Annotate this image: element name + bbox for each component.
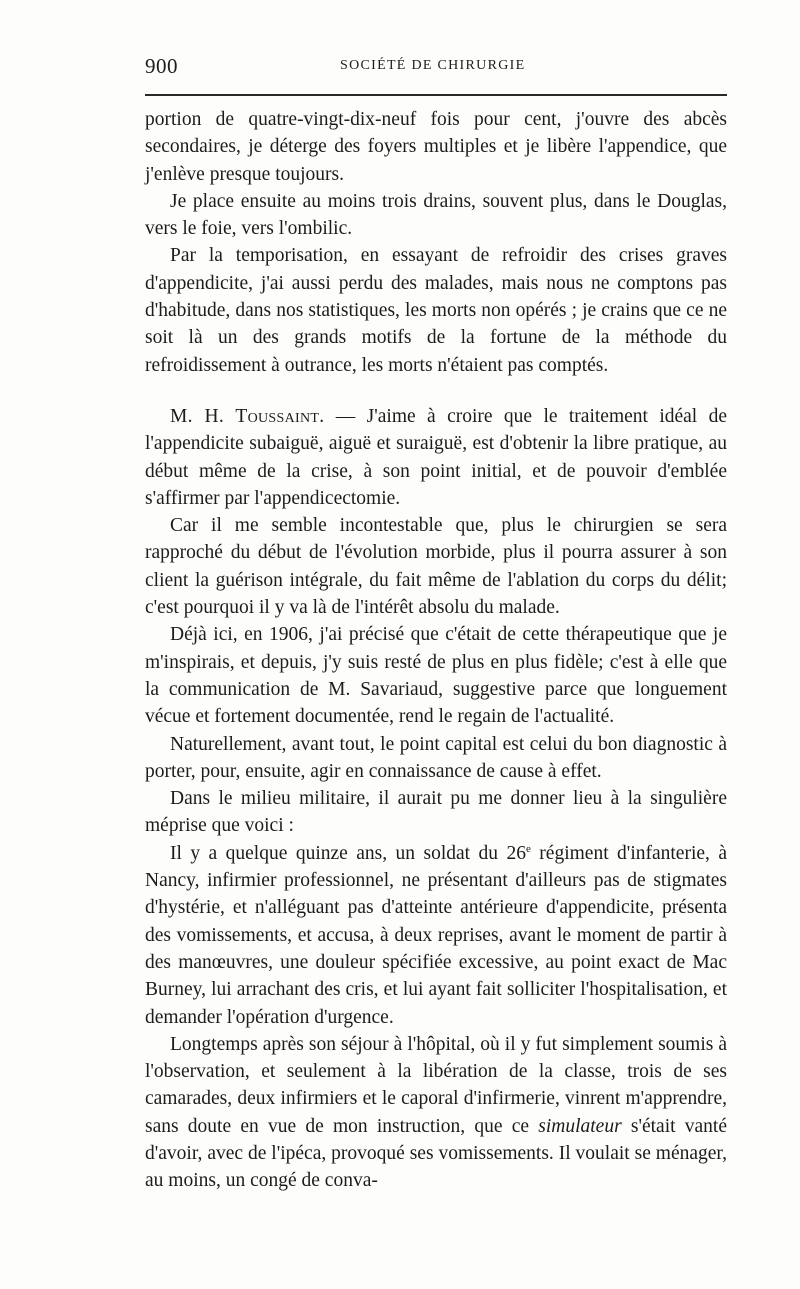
header-rule: [145, 94, 727, 96]
paragraph-text: Longtemps après son séjour à l'hôpital, où il y fut simplement soumis à l'observation, et seulement à la libération de la classe, trois de ses camarades, deux infirmiers et le caporal d'infirmerie, vinrent m'apprendre, sans doute en vue de mon instruction, que ce: [145, 1033, 727, 1137]
paragraph-text: régiment d'infanterie, à Nancy, infirmier professionnel, ne présentant d'ailleurs pas de stigmates d'hystérie, et n'alléguant pas d'atteinte antérieure d'appendicite, présenta des vomissements, et accusa, à deux reprises, avant le moment de partir à des manœuvres, une douleur spécifiée excessive, au point exact de Mac Burney, lui arrachant des cris, et lui ayant fait solliciter l'hospitalisation, et demander l'opération d'urgence.: [145, 842, 727, 1028]
ordinal-superscript: e: [525, 842, 531, 855]
speaker-separator: —: [324, 405, 367, 427]
body-text: [145, 106, 727, 1195]
paragraph: Par la temporisation, en essayant de refroidir des crises graves d'appendicite, j'ai aussi perdu des malades, mais nous ne comptons pas d'habitude, dans nos statistiques, les morts non opérés ; je crains que ce ne soit là un des grands motifs de la fortune de la méthode du refroidissement à outrance, les morts n'étaient pas comptés.: [145, 245, 727, 376]
paragraph-continuation: portion de quatre-vingt-dix-neuf fois pour cent, j'ouvre des abcès secondaires, je déterge des foyers multiples et je libère l'appendice, que j'enlève presque toujours.: [145, 109, 727, 185]
paragraph-anecdote: [145, 840, 727, 1031]
regiment-number: 26: [506, 842, 526, 864]
journal-title: SOCIÉTÉ DE CHIRURGIE: [340, 58, 526, 73]
paragraph-text: Il y a quelque quinze ans, un soldat du: [170, 842, 507, 864]
paragraph-text: s'était vanté d'avoir, avec de l'ipéca, provoqué ses vomissements. Il voulait se ménager, au moins, un congé de conva-: [145, 1115, 727, 1192]
page-number: 900: [145, 54, 178, 78]
paragraph: Dans le milieu militaire, il aurait pu me donner lieu à la singulière méprise que voici :: [145, 788, 727, 837]
running-head: [145, 52, 725, 82]
paragraph: Je place ensuite au moins trois drains, souvent plus, dans le Douglas, vers le foie, vers l'ombilic.: [145, 190, 727, 240]
speaker-name: M. H. Toussaint.: [170, 405, 325, 427]
paragraph: Car il me semble incontestable que, plus le chirurgien se sera rapproché du début de l'évolution morbide, plus il pourra assurer à son client la guérison intégrale, du fait même de l'ablation du corps du délit; c'est pourquoi il y va là de l'intérêt absolu du malade.: [145, 515, 727, 619]
paragraph-final: [145, 1031, 727, 1195]
paragraph-text: J'aime à croire que le traitement idéal de l'appendicite subaiguë, aiguë et suraiguë, est d'obtenir la libre pratique, au début même de la crise, à son point initial, et de pouvoir d'emblée s'affirmer par l'appendicectomie.: [145, 405, 727, 509]
paragraph: Naturellement, avant tout, le point capital est celui du bon diagnostic à porter, pour, ensuite, agir en connaissance de cause à effet.: [145, 733, 727, 782]
paragraph: Déjà ici, en 1906, j'ai précisé que c'était de cette thérapeutique que je m'inspirais, et depuis, j'y suis resté de plus en plus fidèle; c'est à elle que la communication de M. Savariaud, suggestive parce que longuement vécue et fortement documentée, rend le regain de l'actualité.: [145, 624, 727, 728]
italic-term: simulateur: [538, 1115, 622, 1137]
paragraph-speaker-intervention: [145, 403, 727, 512]
